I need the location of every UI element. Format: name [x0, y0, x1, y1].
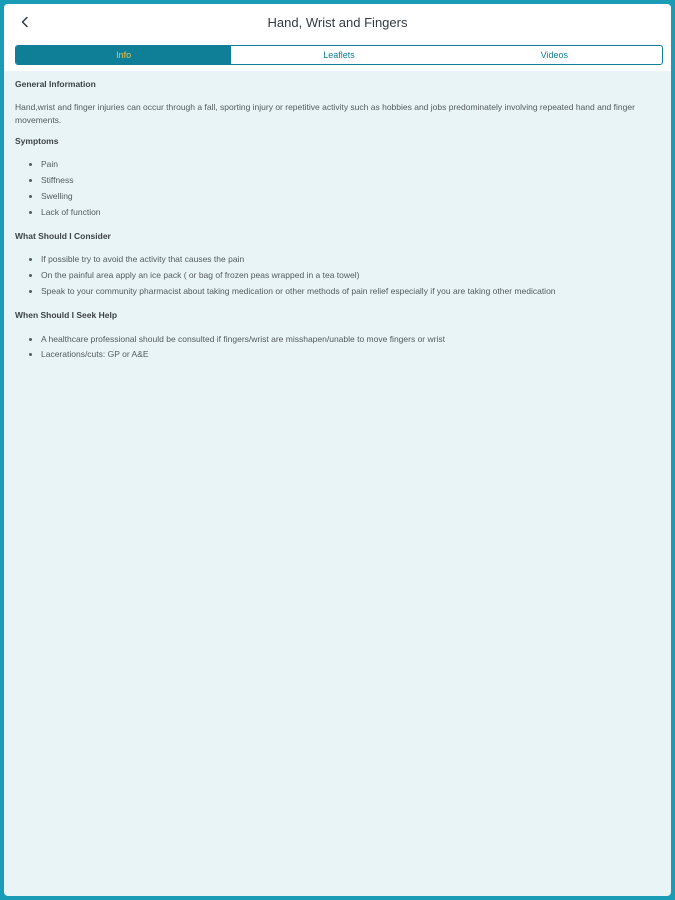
tab-bar — [4, 41, 671, 71]
list-item: • Pain — [41, 158, 660, 170]
tab-videos[interactable]: Videos — [540, 50, 568, 60]
list-item: • On the painful area apply an ice pack ( or bag of frozen peas wrapped in a tea towel) — [41, 269, 660, 281]
consider-list — [15, 253, 660, 297]
section-heading-when-should-i-seek-help: When Should I Seek Help — [15, 310, 118, 321]
list-item: • Lacerations/cuts: GP or A&E — [41, 348, 660, 360]
segmented-tabs — [15, 45, 663, 65]
section-heading-symptoms: Symptoms — [15, 135, 59, 146]
header-bar — [4, 4, 671, 41]
list-item: • Speak to your community pharmacist about taking medication or other methods of pain relief especially if you are taking other medication — [41, 285, 660, 297]
seek-help-list — [15, 333, 660, 361]
section-heading-what-should-i-consider: What Should I Consider — [15, 231, 111, 241]
symptoms-list — [15, 158, 660, 218]
tab-info[interactable]: Info — [16, 46, 231, 64]
app-frame — [4, 4, 671, 896]
page-title: Hand, Wrist and Fingers — [267, 15, 408, 30]
list-item: • Stiffness — [41, 174, 660, 186]
list-item: • If possible try to avoid the activity that causes the pain — [41, 253, 660, 265]
general-information-text: Hand,wrist and finger injuries can occur through a fall, sporting injury or repetitive activity such as hobbies and jobs predominately involving repeated hand and finger movements. — [15, 102, 635, 125]
list-item: • Swelling — [41, 190, 660, 202]
tab-leaflets[interactable]: Leaflets — [323, 50, 355, 60]
section-heading-general-information: General Information — [15, 79, 96, 89]
list-item: • Lack of function — [41, 206, 660, 218]
list-item: • A healthcare professional should be consulted if fingers/wrist are misshapen/unable to move fingers or wrist — [41, 333, 660, 345]
info-content — [15, 71, 660, 373]
